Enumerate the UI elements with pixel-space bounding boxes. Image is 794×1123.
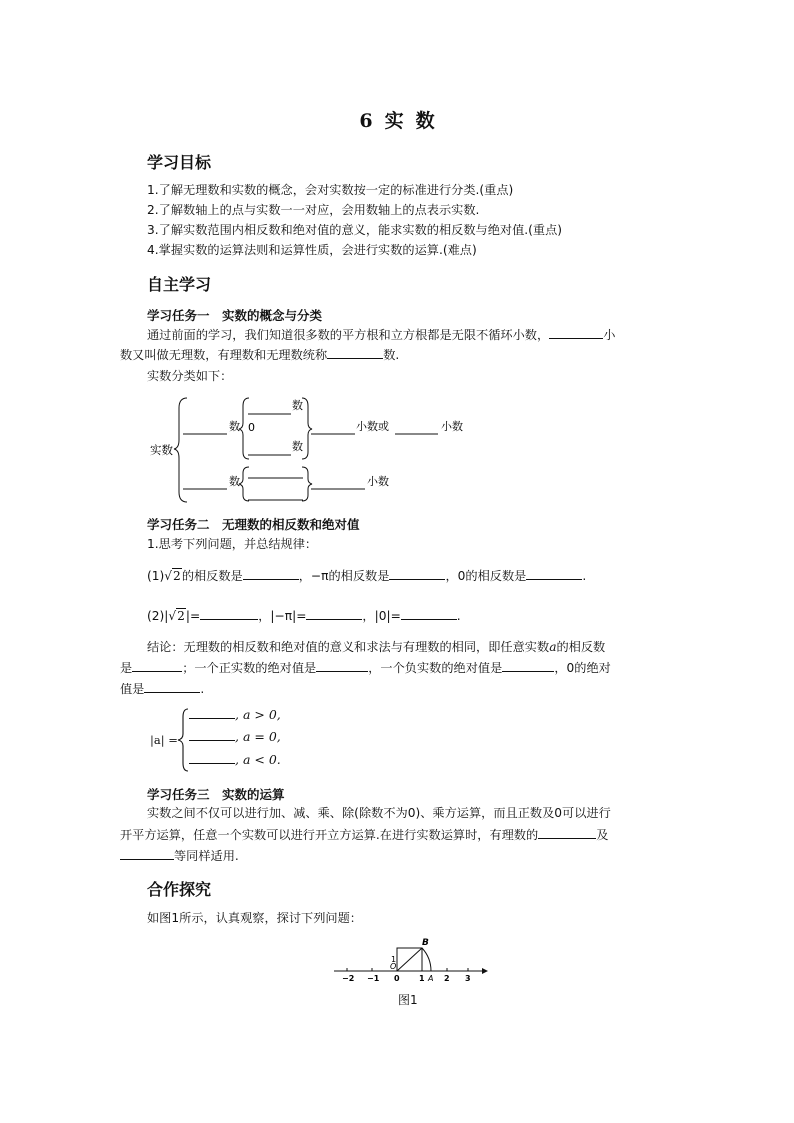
xiaoshu-label: 小数 xyxy=(441,420,463,433)
piecewise-brace xyxy=(176,707,190,773)
task1-heading: 学习任务一 实数的概念与分类 xyxy=(147,308,323,323)
tick-label: 2 xyxy=(444,974,450,983)
answer-blank[interactable] xyxy=(389,567,445,580)
cooperation-heading: 合作探究 xyxy=(147,880,212,899)
arc-BA xyxy=(422,948,431,971)
label-O: O xyxy=(390,962,397,971)
objective-item: 1.了解无理数和实数的概念，会对实数按一定的标准进行分类.(重点) xyxy=(147,183,514,197)
xiaoshu-huo-label: 小数或 xyxy=(356,420,389,433)
task1-paragraph-line3: 实数分类如下： xyxy=(147,369,233,383)
answer-blank[interactable] xyxy=(132,659,182,672)
sqrt-expression: √2 xyxy=(164,569,181,583)
task3-paragraph-line1: 实数之间不仅可以进行加、减、乘、除(除数不为0)、乘方运算，而且正数及0可以进行 xyxy=(147,806,611,820)
task3-heading: 学习任务三 实数的运算 xyxy=(147,787,285,802)
objective-item: 4.掌握实数的运算法则和运算性质，会进行实数的运算.(难点) xyxy=(147,243,477,257)
conclusion-line2: 是 ；一个正实数的绝对值是 ，一个负实数的绝对值是 ，0的绝对 xyxy=(120,661,611,675)
answer-blank[interactable] xyxy=(538,826,596,839)
objectives-heading: 学习目标 xyxy=(147,153,212,172)
big-brace xyxy=(174,398,187,502)
diagonal-OB xyxy=(397,948,422,971)
answer-blank[interactable] xyxy=(200,607,258,620)
tick-label: 3 xyxy=(465,974,471,983)
answer-blank[interactable] xyxy=(316,659,368,672)
tick-label: −1 xyxy=(367,974,380,983)
conclusion-line3: 值是 . xyxy=(120,682,205,696)
task1-paragraph-line1: 通过前面的学习，我们知道很多数的平方根和立方根都是无限不循环小数， 小 xyxy=(147,328,616,342)
task2-intro: 1.思考下列问题，并总结规律： xyxy=(147,537,318,551)
xiaoshu-label: 小数 xyxy=(367,475,389,488)
task1-paragraph-line2: 数又叫做无理数，有理数和无理数统称 数. xyxy=(120,348,400,362)
task2-question-1: (1)√2的相反数是 ，−π的相反数是 ，0的相反数是 . xyxy=(147,569,587,583)
sqrt-expression: √2 xyxy=(168,609,185,623)
answer-blank[interactable] xyxy=(306,607,362,620)
label-B: B xyxy=(422,938,429,948)
self-study-heading: 自主学习 xyxy=(147,275,212,294)
answer-blank[interactable] xyxy=(401,607,457,620)
real-number-classification-diagram xyxy=(145,392,485,507)
task3-paragraph-line2: 开平方运算，任意一个实数可以进行开立方运算.在进行实数运算时，有理数的 及 xyxy=(120,828,609,842)
answer-blank[interactable] xyxy=(189,751,235,764)
answer-blank[interactable] xyxy=(549,326,603,339)
answer-blank[interactable] xyxy=(243,567,299,580)
shu-label: 数 xyxy=(229,420,240,433)
answer-blank[interactable] xyxy=(526,567,582,580)
answer-blank[interactable] xyxy=(144,680,200,693)
axis-arrow xyxy=(482,968,488,974)
brace-left xyxy=(239,467,249,501)
shu-label: 数 xyxy=(229,475,240,488)
abs-case-positive: , a > 0, xyxy=(189,706,281,722)
task2-heading: 学习任务二 无理数的相反数和绝对值 xyxy=(147,517,360,532)
brace-right xyxy=(302,398,312,459)
label-1: 1 xyxy=(391,955,397,964)
answer-blank[interactable] xyxy=(189,706,235,719)
zero-label: 0 xyxy=(248,421,255,434)
objective-item: 2.了解数轴上的点与实数一一对应，会用数轴上的点表示实数. xyxy=(147,203,480,217)
task2-question-2: (2)|√2|= ，|−π|= ，|0|= . xyxy=(147,609,461,623)
tick-label: 0 xyxy=(394,974,400,983)
answer-blank[interactable] xyxy=(502,659,554,672)
tick-label: 1 xyxy=(419,974,425,983)
cooperation-intro: 如图1所示，认真观察，探讨下列问题： xyxy=(147,911,362,925)
tick-label: −2 xyxy=(342,974,355,983)
objective-item: 3.了解实数范围内相反数和绝对值的意义，能求实数的相反数与绝对值.(重点) xyxy=(147,223,563,237)
conclusion-line1: 结论：无理数的相反数和绝对值的意义和求法与有理数的相同，即任意实数a的相反数 xyxy=(147,640,606,654)
task3-paragraph-line3: 等同样适用. xyxy=(120,846,239,867)
shu-label: 数 xyxy=(292,399,303,412)
answer-blank[interactable] xyxy=(189,728,235,741)
shu-label: 数 xyxy=(292,440,303,453)
figure-caption: 图1 xyxy=(398,993,418,1007)
diagram-root-label: 实数 xyxy=(150,443,173,457)
brace-right xyxy=(302,467,312,501)
answer-blank[interactable] xyxy=(327,346,383,359)
abs-case-negative: , a < 0. xyxy=(189,751,281,767)
label-A: A xyxy=(428,974,434,983)
page-title: 6 实 数 xyxy=(359,110,435,132)
abs-case-zero: , a = 0, xyxy=(189,728,281,744)
abs-value-lhs: |a| = xyxy=(150,733,178,747)
answer-blank[interactable] xyxy=(120,847,174,860)
number-line-figure xyxy=(330,934,490,986)
